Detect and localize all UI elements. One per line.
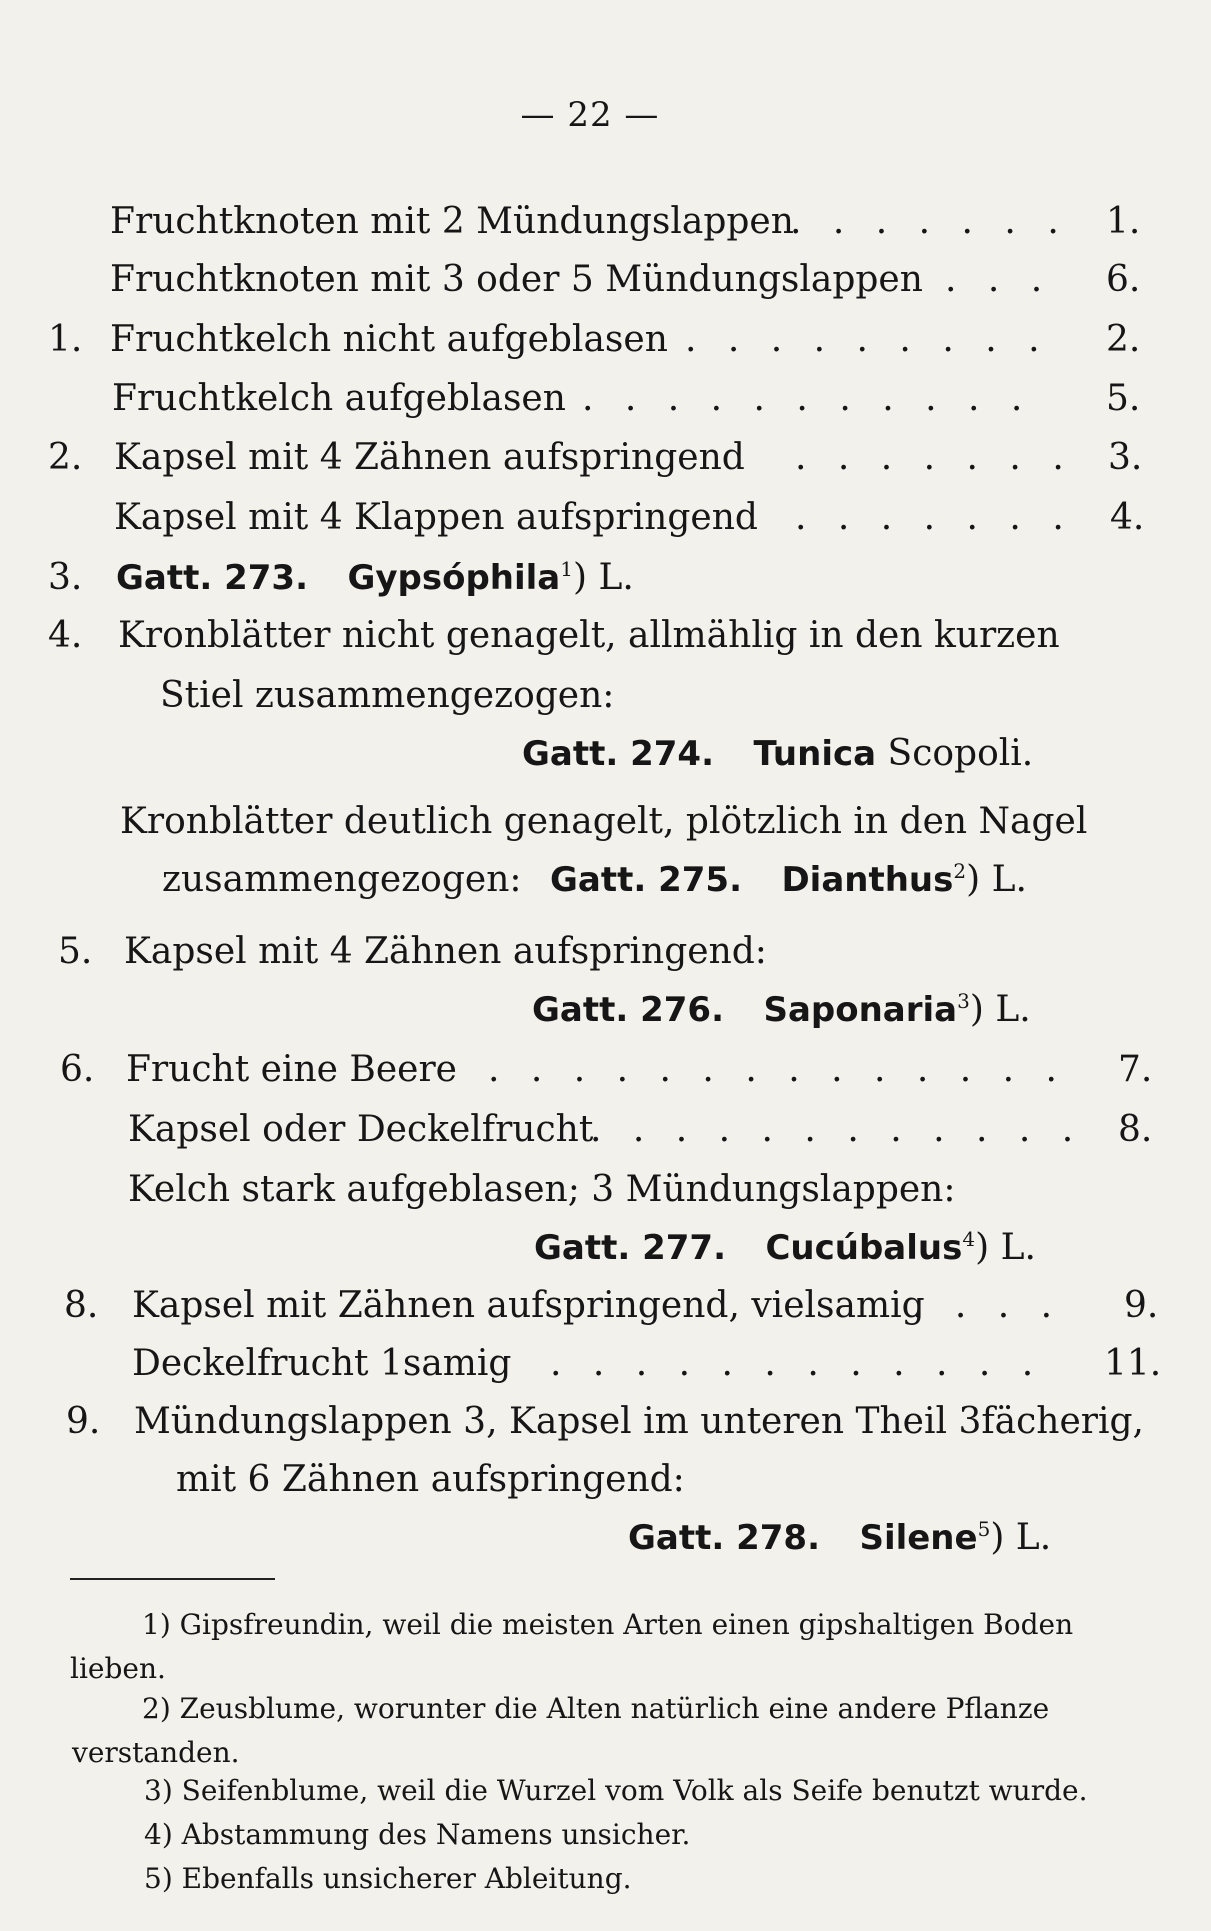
genus-author: Scopoli. (887, 733, 1034, 774)
genus-line (0, 858, 1211, 902)
leader-dots: . . . . . . . . . . . . (550, 1343, 1044, 1384)
key-number: 6. (60, 1049, 95, 1090)
footnote-ref: 3 (957, 989, 970, 1013)
key-number: 3. (48, 557, 83, 598)
key-text: Kapsel mit 4 Zähnen aufspringend (114, 437, 745, 478)
key-line (0, 930, 1211, 974)
key-line (0, 800, 1211, 844)
key-line (0, 377, 1211, 421)
footnote-ref: 5 (977, 1517, 991, 1541)
key-line (0, 614, 1211, 658)
key-result: 8. (1118, 1109, 1153, 1150)
key-text: Kapsel mit 4 Klappen aufspringend (114, 497, 758, 538)
genus-line (0, 1226, 1211, 1270)
page-number: — 22 — (520, 95, 660, 135)
footnote: 4) Abstammung des Namens unsicher. (144, 1818, 691, 1851)
key-number: 8. (64, 1285, 99, 1326)
key-result: 5. (1106, 378, 1141, 419)
key-result: 2. (1106, 319, 1141, 360)
key-number: 2. (48, 437, 83, 478)
key-line (0, 318, 1211, 362)
footnote: 2) Zeusblume, worunter die Alten natürlich eine andere Pflanze (142, 1692, 1050, 1725)
key-line (0, 258, 1211, 302)
genus-number: Gatt. 275. (550, 860, 742, 900)
key-result: 4. (1110, 497, 1145, 538)
genus-line (0, 1516, 1211, 1560)
key-line (0, 1048, 1211, 1092)
footnote-ref: 4 (962, 1227, 976, 1251)
key-line (0, 1400, 1211, 1444)
genus-line (0, 988, 1211, 1032)
footnote-continued: verstanden. (72, 1736, 240, 1769)
key-text: Deckelfrucht 1samig (132, 1343, 512, 1384)
genus-number: Gatt. 277. (534, 1228, 726, 1268)
key-result: 11. (1104, 1343, 1162, 1384)
key-text: Stiel zusammengezogen: (160, 675, 615, 716)
leader-dots: . . . . . . . . . . . . . . (488, 1049, 1067, 1090)
leader-dots: . . . . (912, 1285, 1063, 1326)
key-text: Fruchtkelch aufgeblasen (112, 378, 566, 419)
key-result: 3. (1108, 437, 1143, 478)
key-text: Kronblätter deutlich genagelt, plötzlich in den Nagel (120, 801, 1088, 842)
key-text: Kelch stark aufgeblasen; 3 Mündungslappen: (128, 1169, 956, 1210)
footnote: 1) Gipsfreundin, weil die meisten Arten einen gipshaltigen Boden (142, 1608, 1074, 1641)
key-number: 4. (48, 615, 83, 656)
key-result: 7. (1118, 1049, 1153, 1090)
genus-line (0, 732, 1211, 776)
key-text: Kapsel oder Deckelfrucht (128, 1109, 594, 1150)
genus-line (0, 556, 1211, 600)
genus-number: Gatt. 274. (522, 734, 714, 774)
key-number: 5. (58, 931, 93, 972)
key-text: Kapsel mit Zähnen aufspringend, vielsamig (132, 1285, 925, 1326)
key-result: 9. (1124, 1285, 1159, 1326)
footnote-ref: 1 (560, 557, 573, 581)
key-text: Fruchtknoten mit 2 Mündungslappen (110, 201, 794, 242)
genus-name: Dianthus (781, 860, 954, 900)
key-line (0, 496, 1211, 540)
key-text: Kapsel mit 4 Zähnen aufspringend: (124, 931, 767, 972)
key-line (0, 1342, 1211, 1386)
genus-number: Gatt. 276. (532, 990, 724, 1030)
footnote: 3) Seifenblume, weil die Wurzel vom Volk als Seife benutzt wurde. (144, 1774, 1088, 1807)
key-line (0, 1108, 1211, 1152)
footnote: 5) Ebenfalls unsicherer Ableitung. (144, 1862, 632, 1895)
genus-name: Silene (859, 1518, 978, 1558)
key-result: 6. (1106, 259, 1141, 300)
leader-dots: . . . . . . . (790, 201, 1069, 242)
genus-author: ) L. (990, 1517, 1052, 1558)
genus-author: ) L. (573, 557, 634, 598)
genus-author: ) L. (975, 1227, 1036, 1268)
key-line (0, 1168, 1211, 1212)
key-number: 1. (48, 319, 83, 360)
key-line (0, 436, 1211, 480)
footnote-divider (70, 1578, 275, 1580)
footnote-ref: 2 (953, 859, 967, 883)
genus-name: Gypsóphila (347, 558, 561, 598)
genus-name: Cucúbalus (765, 1228, 963, 1268)
leader-dots: . . . (945, 259, 1053, 300)
footnote-continued: lieben. (70, 1652, 166, 1685)
leader-dots: . . . . . . . . . . . (582, 378, 1033, 419)
leader-dots: . . . . . . . . . . . . (590, 1109, 1084, 1150)
genus-name: Saponaria (763, 990, 958, 1030)
key-text: zusammengezogen: (162, 859, 522, 900)
genus-number: Gatt. 278. (628, 1518, 820, 1558)
key-text: Frucht eine Beere (126, 1049, 457, 1090)
key-result: 1. (1106, 201, 1141, 242)
genus-author: ) L. (966, 859, 1027, 900)
key-text: mit 6 Zähnen aufspringend: (176, 1459, 685, 1500)
key-line (0, 200, 1211, 244)
leader-dots: . . . . . . . . . (685, 319, 1050, 360)
genus-number: Gatt. 273. (116, 558, 308, 598)
key-text: Kronblätter nicht genagelt, allmählig in den kurzen (118, 615, 1060, 656)
key-line-continued (0, 1458, 1211, 1502)
key-text: Mündungslappen 3, Kapsel im unteren Theil 3fächerig, (134, 1401, 1145, 1442)
genus-name: Tunica (753, 734, 877, 774)
key-line-continued (0, 674, 1211, 718)
leader-dots: . . . . . . . (795, 497, 1074, 538)
genus-author: ) L. (969, 989, 1031, 1030)
key-text: Fruchtknoten mit 3 oder 5 Mündungslappen (110, 259, 923, 300)
key-line (0, 1284, 1211, 1328)
key-text: Fruchtkelch nicht aufgeblasen (110, 319, 668, 360)
key-number: 9. (66, 1401, 101, 1442)
leader-dots: . . . . . . . (795, 437, 1074, 478)
